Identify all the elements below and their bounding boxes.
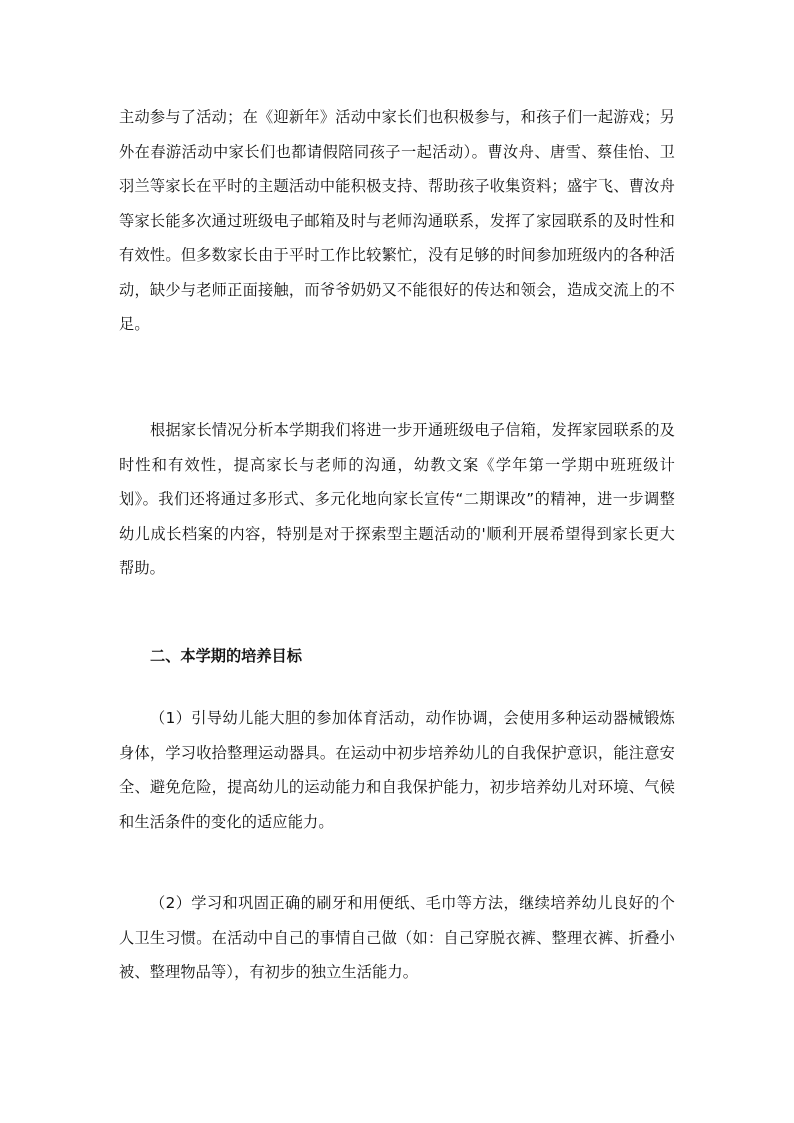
paragraph-goal-2: （2）学习和巩固正确的刷牙和用便纸、毛巾等方法，继续培养幼儿良好的个人卫生习惯。在活动中自己的事情自己做（如：自己穿脱衣裤、整理衣裤、折叠小被、整理物品等），有初步的独立生活能力。	[119, 894, 675, 981]
paragraph-goal-1: （1）引导幼儿能大胆的参加体育活动，动作协调，会使用多种运动器械锻炼身体，学习收拾整理运动器具。在运动中初步培养幼儿的自我保护意识，能注意安全、避免危险，提高幼儿的运动能力和自我保护能力，初步培养幼儿对环境、气候和生活条件的变化的适应能力。	[119, 709, 675, 831]
paragraph-semester-plan: 根据家长情况分析本学期我们将进一步开通班级电子信箱，发挥家园联系的及时性和有效性，提高家长与老师的沟通，幼教文案《学年第一学期中班班级计划》。我们还将通过多形式、多元化地向家长宣传“二期课改”的精神，进一步调整幼儿成长档案的内容，特别是对于探索型主题活动的'顺利开展希望得到家长更大帮助。	[119, 421, 675, 577]
paragraph-parent-involvement: 主动参与了活动；在《迎新年》活动中家长们也积极参与，和孩子们一起游戏；另外在春游活动中家长们也都请假陪同孩子一起活动）。曹汝舟、唐雪、蔡佳怡、卫羽兰等家长在平时的主题活动中能积极支持、帮助孩子收集资料；盛宇飞、曹汝舟等家长能多次通过班级电子邮箱及时与老师沟通联系，发挥了家园联系的及时性和有效性。但多数家长由于平时工作比较繁忙，没有足够的时间参加班级内的各种活动，缺少与老师正面接触，而爷爷奶奶又不能很好的传达和领会，造成交流上的不足。	[119, 108, 675, 333]
section-heading-training-goals: 二、本学期的培养目标	[150, 647, 302, 665]
